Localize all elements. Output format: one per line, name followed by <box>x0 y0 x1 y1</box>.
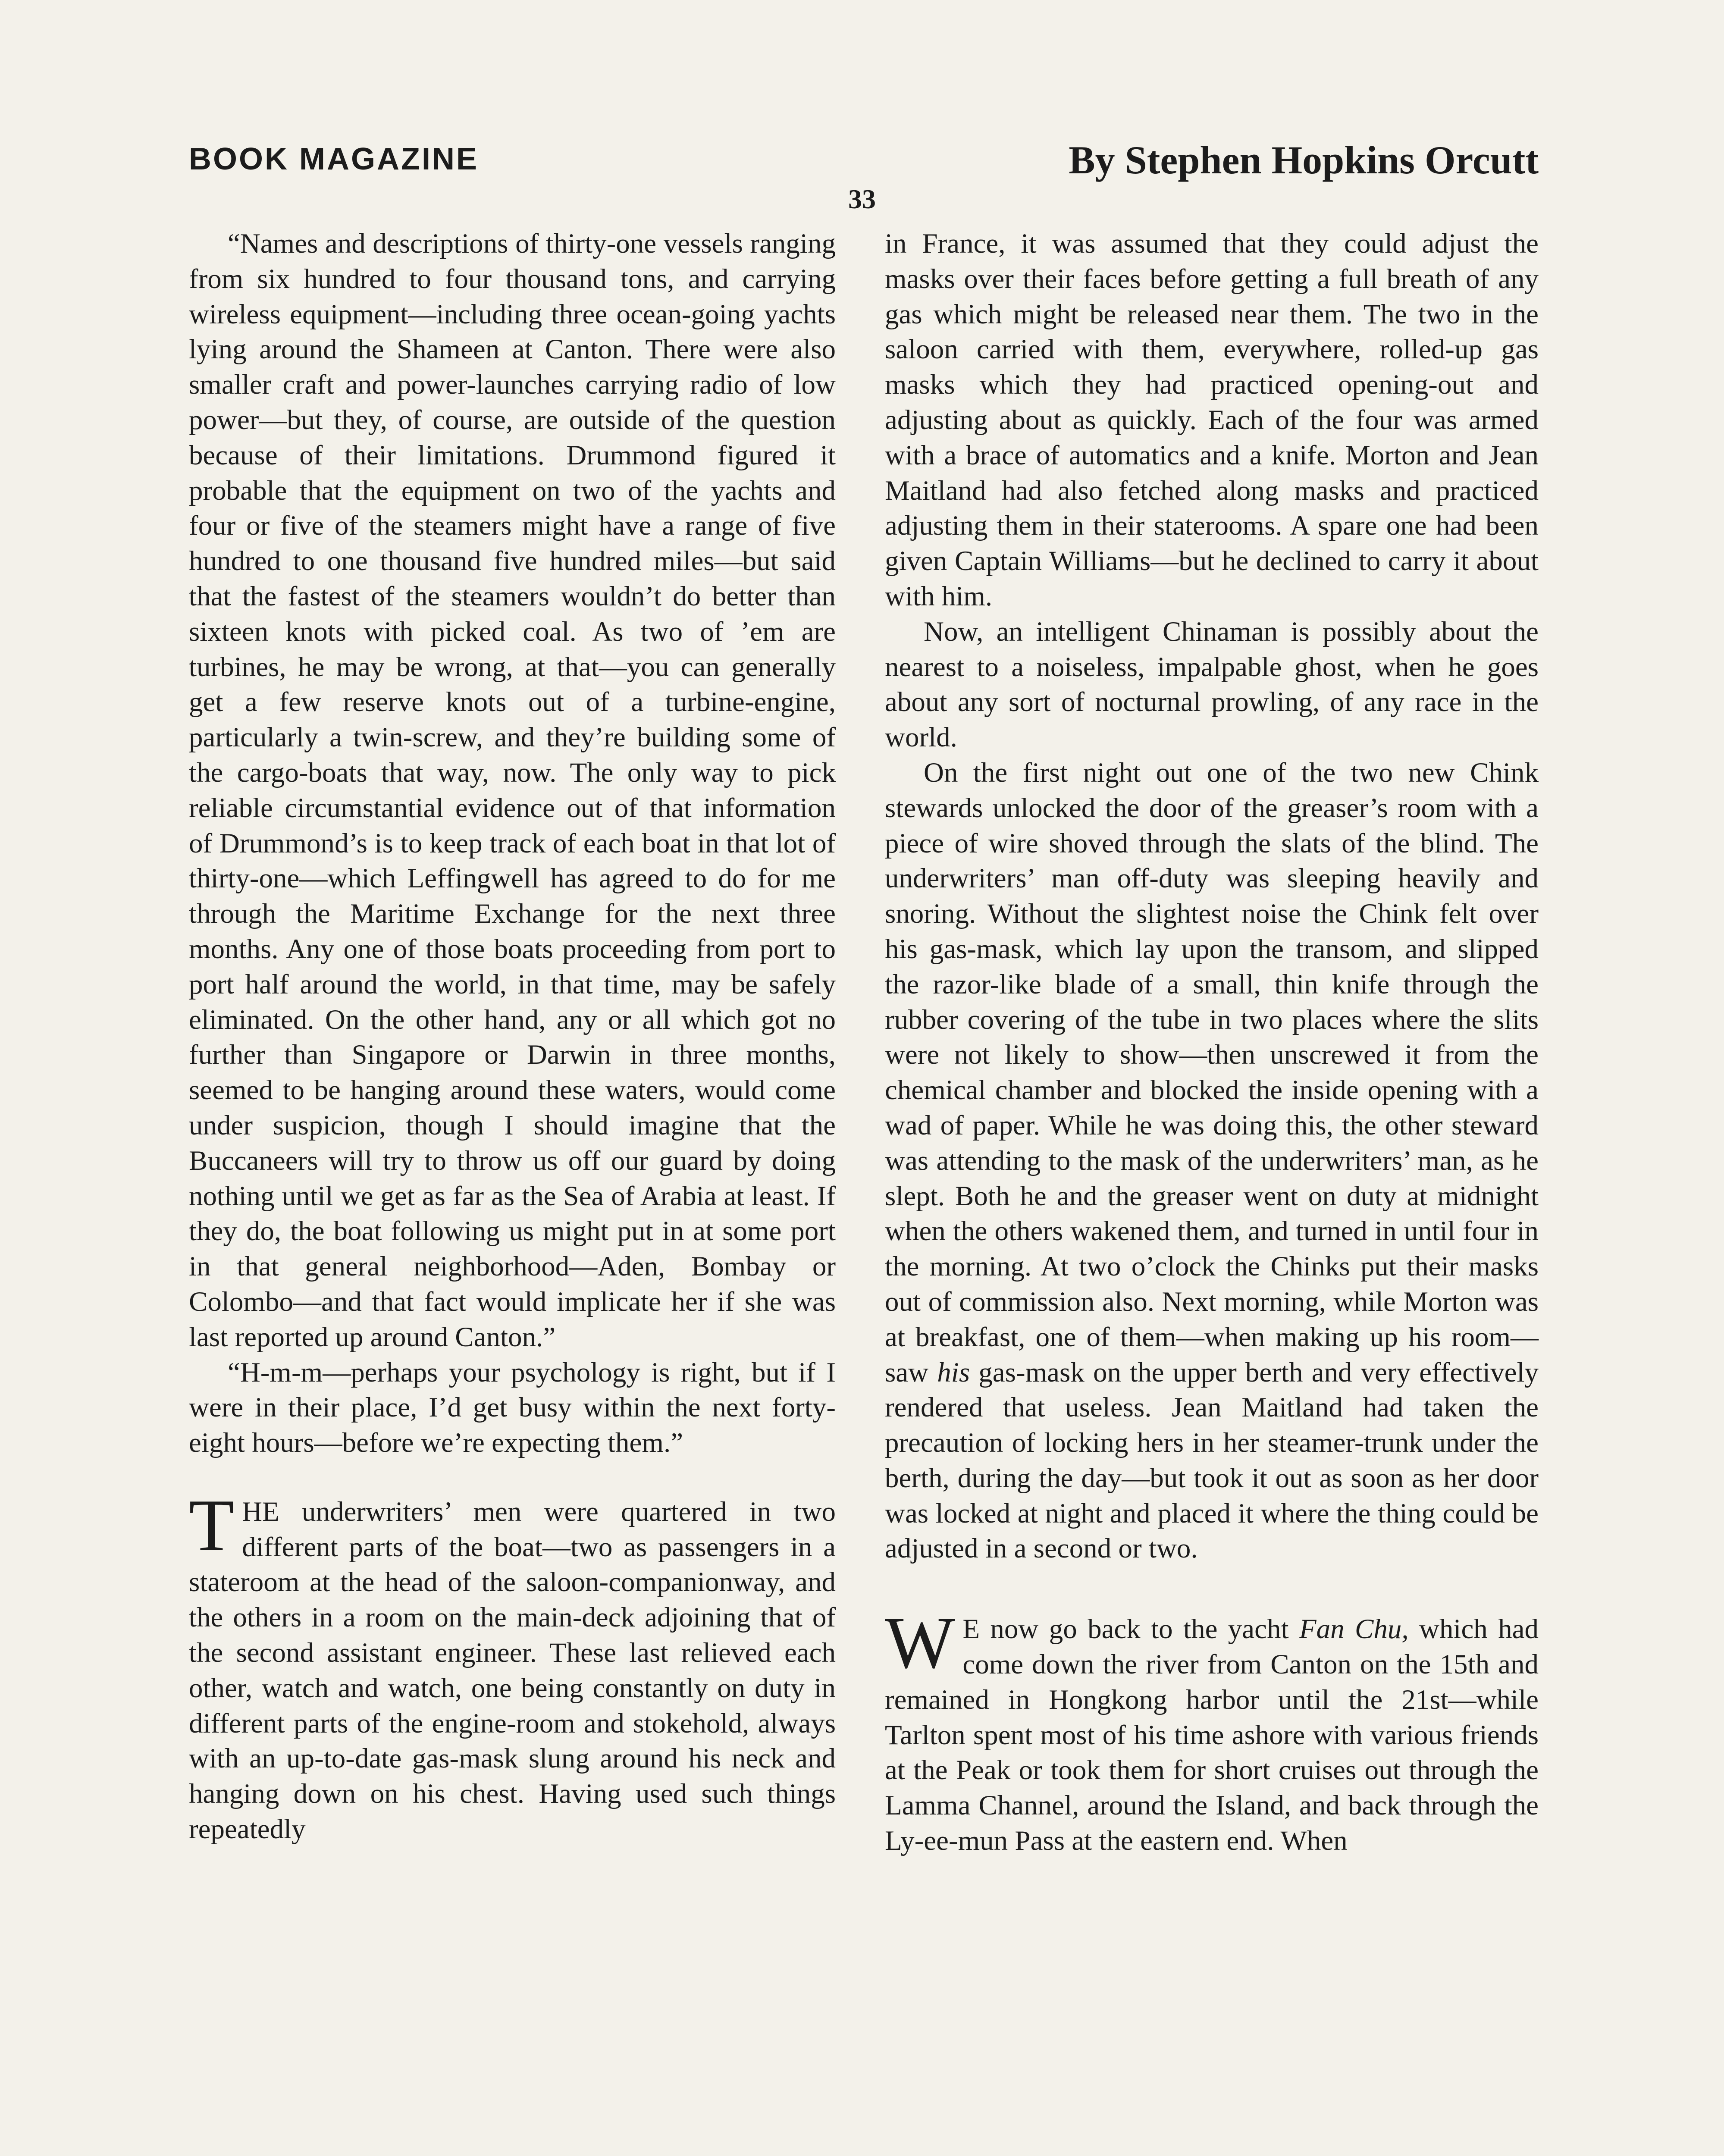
magazine-title: BOOK MAGAZINE <box>189 142 479 176</box>
paragraph-text: which had come down the river from Canton on the 15th and remained in Hongkong harbor until the 21st—while Tarlton spent most of his time ashore with various friends at the Peak or took them for short cruises out through the Lamma Channel, around the Island, and back through the Ly-ee-mun Pass at the eastern end. When <box>885 1614 1539 1857</box>
paragraph-h-m-m: “H-m-m—perhaps your psychology is right, but if I were in their place, I’d get busy within the next forty-eight hours—before we’re expecting them.” <box>189 1357 836 1459</box>
lead-in-caps: HE <box>242 1496 279 1527</box>
paragraph-intelligent-chinaman: Now, an intelligent Chinaman is possibly about the nearest to a noiseless, impalpable ghost, when he goes about any sort of nocturnal prowling, of any race in the world. <box>885 616 1539 753</box>
paragraph-in-france: in France, it was assumed that they could adjust the masks over their faces before getting a full breath of any gas which might be released near them. The two in the saloon carried with them, everywhere, rolled-up gas masks which they had practiced opening-out and adjusting about as quickly. Each of the four was armed with a brace of automatics and a knife. Morton and Jean Maitland had also fetched along masks and practiced adjusting them in their staterooms. A spare one had been given Captain Williams—but he declined to carry it about with him. <box>885 228 1539 612</box>
yacht-name: Fan Chu, <box>1299 1614 1409 1645</box>
left-column <box>189 226 836 1847</box>
paragraph-text: On the first night out one of the two new Chink stewards unlocked the door of the greaser’s room with a piece of wire shoved through the slats of the blind. The underwriters’ man off-duty was sleeping heavily and snoring. Without the slightest noise the Chink felt over his gas-mask, which lay upon the transom, and slipped the razor-like blade of a small, thin knife through the rubber covering of the tube in two places where the slits were not likely to show—then unscrewed it from the chemical chamber and blocked the inside opening with a wad of paper. While he was doing this, the other steward was attending to the mask of the underwriters’ man, as he slept. Both he and the greaser went on duty at midnight when the others wakened them, and turned in until four in the morning. At two o’clock the Chinks put their masks out of commission also. Next morning, while Morton was at breakfast, one of them—when making up his room—saw <box>885 757 1539 1388</box>
paragraph-text: now go back to the yacht <box>980 1614 1299 1645</box>
paragraph-names-and-descriptions: “Names and descriptions of thirty-one vessels ranging from six hundred to four thousand tons, and carrying wireless equipment—including three ocean-going yachts lying around the Shameen at Canton. There were also smaller craft and power-launches carrying radio of low power—but they, of course, are outside of the question because of their limitations. Drummond figured it probable that the equipment on two of the yachts and four or five of the steamers might have a range of five hundred to one thousand five hundred miles—but said that the fastest of the steamers wouldn’t do better than sixteen knots with picked coal. As two of ’em are turbines, he may be wrong, at that—you can generally get a few reserve knots out of a turbine-engine, particularly a twin-screw, and they’re building some of the cargo-boats that way, now. The only way to pick reliable circumstantial evidence out of that information of Drummond’s is to keep track of each boat in that lot of thirty-one—which Leffingwell has agreed to do for me through the Maritime Exchange for the next three months. Any one of those boats proceeding from port to port half around the world, in that time, may be safely eliminated. On the other hand, any or all which got no further than Singapore or Darwin in three months, seemed to be hanging around these waters, would come under suspicion, though I should imagine that the Buccaneers will try to throw us off our guard by doing nothing until we get as far as the Sea of Arabia at least. If they do, the boat following us might put in at some port in that general neighborhood—Aden, Bombay or Colombo—and that fact would implicate her if she was last reported up around Canton.” <box>189 228 836 1353</box>
running-head <box>189 137 1539 185</box>
paragraph-underwriters-men <box>189 1484 836 1847</box>
page-number: 33 <box>848 184 876 214</box>
drop-cap-t: T <box>189 1484 235 1567</box>
author-byline: By Stephen Hopkins Orcutt <box>1069 138 1539 182</box>
italic-emphasis: his <box>937 1357 970 1388</box>
paragraph-text: gas-mask on the upper berth and very effectively rendered that useless. Jean Maitland had taken the precaution of locking hers in her steamer-trunk under the berth, during the day—but took it out as soon as her door was locked at night and placed it where the thing could be adjusted in a second or two. <box>885 1357 1539 1564</box>
drop-cap-w: W <box>885 1602 955 1684</box>
paragraph-we-now-go-back <box>885 1602 1539 1859</box>
lead-in-caps: E <box>962 1614 980 1645</box>
paragraph-text: underwriters’ men were quartered in two different parts of the boat—two as passengers in a stateroom at the head of the saloon-companionway, and the others in a room on the main-deck adjoining that of the second assistant engineer. These last relieved each other, watch and watch, one being constantly on duty in different parts of the engine-room and stokehold, always with an up-to-date gas-mask slung around his neck and hanging down on his chest. Having used such things repeatedly <box>189 1496 836 1845</box>
right-column <box>885 226 1539 1859</box>
paragraph-first-night-out <box>885 755 1539 1567</box>
